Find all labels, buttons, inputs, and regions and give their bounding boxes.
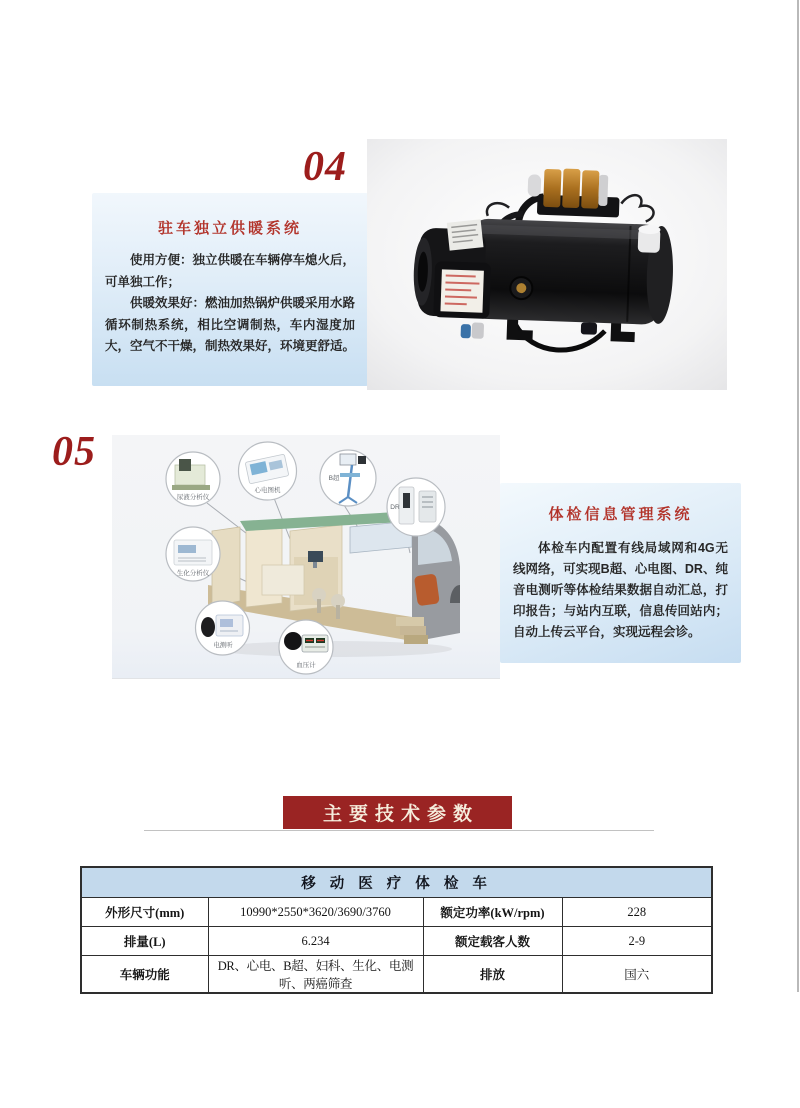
callout-label-biochem: 生化分析仪 [176,570,210,577]
callout-label-ultrasound: B超 [328,475,340,482]
page-edge-divider [797,0,799,992]
callout-label-dr: DR [390,504,400,511]
callout-blood-pressure-meter [279,620,333,674]
spec-value-functions: DR、心电、B超、妇科、生化、电测听、两癌筛查 [208,956,423,994]
spec-value-dimensions: 10990*2550*3620/3690/3760 [208,898,423,927]
callout-ultrasound-trolley [320,450,376,506]
medical-vehicle-illustration-block [112,435,500,679]
callout-label-audiometry: 电测听 [213,642,233,649]
section-05-body [513,538,728,643]
callout-label-ecg: 心电图机 [254,487,281,494]
spec-label-passengers: 额定载客人数 [423,927,562,956]
spec-value-passengers: 2-9 [562,927,712,956]
section-05-number: 05 [52,429,96,475]
section-05-info-box [500,483,741,663]
spec-value-rated-power: 228 [562,898,712,927]
spec-table [80,866,713,994]
parameters-banner [283,796,512,829]
section-04-number: 04 [303,144,347,190]
callout-dr-machine [387,478,445,536]
section-04-info-box [92,193,368,386]
section-05-paragraph: 体检车内配置有线局域网和4G无线网络，可实现B超、心电图、DR、纯音电测听等体检结果数据自动汇总，打印报告；与站内互联，信息传回站内；自动上传云平台，实现远程会诊。 [513,541,728,639]
banner-underline [144,830,654,831]
table-row [81,956,712,994]
callout-audiometer [196,601,250,655]
spec-label-functions: 车辆功能 [81,956,208,994]
spec-value-emission: 国六 [562,956,712,994]
parking-heater-illustration [367,139,727,390]
callout-label-bp: 血压计 [296,662,316,669]
section-04-title: 驻车独立供暖系统 [157,220,302,237]
table-row [81,898,712,927]
spec-table-container [80,866,714,994]
medical-vehicle-cutaway-illustration [112,435,500,678]
callout-urine-analyzer [166,452,220,506]
section-05-title: 体检信息管理系统 [548,506,693,523]
table-row [81,927,712,956]
spec-table-header-row [81,867,712,898]
section-04-paragraph-2: 供暖效果好：燃油加热锅炉供暖采用水路循环制热系统，相比空调制热，车内湿度加大，空气不干燥，制热效果好，环境更舒适。 [105,296,356,353]
spec-label-dimensions: 外形尺寸(mm) [81,898,208,927]
spec-value-displacement: 6.234 [208,927,423,956]
spec-label-emission: 排放 [423,956,562,994]
callout-label-urine: 尿液分析仪 [176,494,210,501]
callout-biochemistry-analyzer [166,527,220,581]
spec-label-displacement: 排量(L) [81,927,208,956]
callout-ecg-machine [239,442,297,500]
spec-label-rated-power: 额定功率(kW/rpm) [423,898,562,927]
section-04-paragraph-1: 使用方便：独立供暖在车辆停车熄火后，可单独工作； [105,253,356,289]
parameters-banner-label: 主要技术参数 [322,804,479,825]
spec-table-title: 移 动 医 疗 体 检 车 [81,867,712,898]
section-04-body [105,250,355,358]
parking-heater-photo [367,139,727,390]
